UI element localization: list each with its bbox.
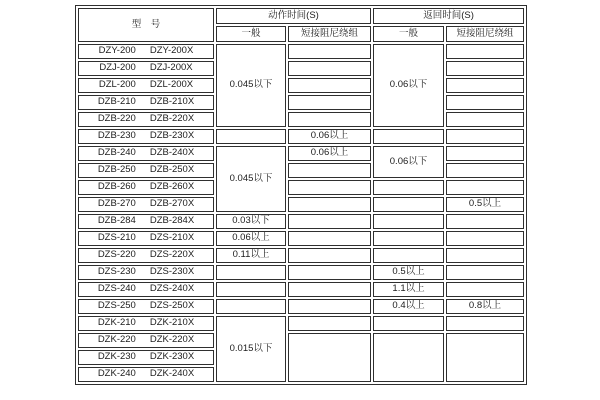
model-name: DZS-220 bbox=[97, 249, 136, 261]
value-cell-return-damping bbox=[446, 44, 524, 59]
model-name: DZK-220 bbox=[97, 334, 136, 346]
header-return-time: 返回时间(S) bbox=[373, 8, 524, 24]
model-name: DZS-250X bbox=[149, 300, 195, 312]
table-row bbox=[78, 112, 524, 127]
value-cell-return-general bbox=[373, 214, 444, 229]
table-row bbox=[78, 214, 524, 229]
table-row bbox=[78, 282, 524, 297]
value-cell-action-damping bbox=[288, 61, 371, 76]
model-cell bbox=[78, 231, 214, 246]
model-name: DZB-220 bbox=[97, 113, 136, 125]
model-cell bbox=[78, 265, 214, 280]
value-cell-action-general bbox=[216, 299, 286, 314]
model-cell bbox=[78, 197, 214, 212]
value-cell-action-general: 0.045以下 bbox=[216, 146, 286, 212]
value-cell-return-damping bbox=[446, 282, 524, 297]
model-name: DZB-240X bbox=[149, 147, 195, 159]
relay-spec-table bbox=[75, 5, 527, 385]
model-cell bbox=[78, 180, 214, 195]
model-name: DZJ-200X bbox=[149, 62, 193, 74]
value-cell-action-damping bbox=[288, 333, 371, 382]
model-cell bbox=[78, 163, 214, 178]
model-cell bbox=[78, 333, 214, 348]
model-cell bbox=[78, 282, 214, 297]
model-name: DZS-210X bbox=[149, 232, 195, 244]
model-name: DZK-210X bbox=[149, 317, 195, 329]
model-name: DZJ-200 bbox=[99, 62, 136, 74]
table-row bbox=[78, 265, 524, 280]
table-row bbox=[78, 61, 524, 76]
model-cell bbox=[78, 95, 214, 110]
model-name: DZK-240 bbox=[97, 368, 136, 380]
value-cell-action-damping bbox=[288, 231, 371, 246]
value-cell-action-damping bbox=[288, 112, 371, 127]
model-name: DZS-230 bbox=[97, 266, 136, 278]
header-row-groups bbox=[78, 8, 524, 24]
model-cell bbox=[78, 367, 214, 382]
table-row bbox=[78, 197, 524, 212]
header-return-damping: 短接阻尼绕组 bbox=[446, 26, 524, 42]
table-row bbox=[78, 231, 524, 246]
value-cell-return-general: 0.06以下 bbox=[373, 44, 444, 127]
value-cell-action-general: 0.045以下 bbox=[216, 44, 286, 127]
value-cell-return-damping bbox=[446, 95, 524, 110]
model-name: DZS-250 bbox=[97, 300, 136, 312]
value-cell-action-general: 0.015以下 bbox=[216, 316, 286, 382]
value-cell-action-general: 0.06以上 bbox=[216, 231, 286, 246]
value-cell-return-general bbox=[373, 231, 444, 246]
value-cell-return-general bbox=[373, 316, 444, 331]
value-cell-action-damping bbox=[288, 197, 371, 212]
model-name: DZL-200 bbox=[98, 79, 136, 91]
value-cell-action-damping bbox=[288, 299, 371, 314]
table-row bbox=[78, 316, 524, 331]
value-cell-return-damping bbox=[446, 112, 524, 127]
value-cell-return-general: 0.06以下 bbox=[373, 146, 444, 178]
model-name: DZY-200 bbox=[98, 45, 136, 57]
value-cell-return-general bbox=[373, 197, 444, 212]
value-cell-action-damping bbox=[288, 265, 371, 280]
value-cell-return-general: 0.5以上 bbox=[373, 265, 444, 280]
value-cell-return-damping bbox=[446, 231, 524, 246]
value-cell-action-damping bbox=[288, 180, 371, 195]
value-cell-return-general: 0.4以上 bbox=[373, 299, 444, 314]
table-row bbox=[78, 180, 524, 195]
value-cell-return-damping bbox=[446, 163, 524, 178]
model-name: DZK-230 bbox=[97, 351, 136, 363]
table-row bbox=[78, 333, 524, 348]
model-name: DZB-240 bbox=[97, 147, 136, 159]
model-name: DZS-220X bbox=[149, 249, 195, 261]
model-name: DZK-220X bbox=[149, 334, 195, 346]
table-row bbox=[78, 44, 524, 59]
table-row bbox=[78, 146, 524, 161]
model-cell bbox=[78, 61, 214, 76]
model-name: DZK-210 bbox=[97, 317, 136, 329]
model-cell bbox=[78, 316, 214, 331]
header-return-general: 一般 bbox=[373, 26, 444, 42]
value-cell-return-damping bbox=[446, 146, 524, 161]
value-cell-action-damping bbox=[288, 282, 371, 297]
model-cell bbox=[78, 112, 214, 127]
header-action-damping: 短接阻尼绕组 bbox=[288, 26, 371, 42]
model-name: DZB-260 bbox=[97, 181, 136, 193]
value-cell-action-general bbox=[216, 129, 286, 144]
header-action-general: 一般 bbox=[216, 26, 286, 42]
model-name: DZS-210 bbox=[97, 232, 136, 244]
value-cell-action-damping bbox=[288, 78, 371, 93]
model-name: DZB-210X bbox=[149, 96, 195, 108]
table-row bbox=[78, 299, 524, 314]
model-name: DZB-230 bbox=[97, 130, 136, 142]
model-name: DZB-250X bbox=[149, 164, 195, 176]
value-cell-return-damping bbox=[446, 248, 524, 263]
model-name: DZB-284X bbox=[149, 215, 195, 227]
spec-table-body bbox=[78, 44, 524, 382]
value-cell-return-damping bbox=[446, 265, 524, 280]
value-cell-action-damping bbox=[288, 163, 371, 178]
model-name: DZS-240X bbox=[149, 283, 195, 295]
spec-table-header bbox=[78, 8, 524, 42]
model-name: DZK-240X bbox=[149, 368, 195, 380]
model-name: DZB-250 bbox=[97, 164, 136, 176]
value-cell-return-general bbox=[373, 129, 444, 144]
table-row bbox=[78, 163, 524, 178]
table-row bbox=[78, 78, 524, 93]
value-cell-return-damping bbox=[446, 78, 524, 93]
model-cell bbox=[78, 350, 214, 365]
model-name: DZB-210 bbox=[97, 96, 136, 108]
value-cell-action-damping bbox=[288, 248, 371, 263]
model-name: DZB-270 bbox=[97, 198, 136, 210]
model-name: DZS-240 bbox=[97, 283, 136, 295]
value-cell-action-damping bbox=[288, 214, 371, 229]
model-cell bbox=[78, 248, 214, 263]
model-name: DZB-270X bbox=[149, 198, 195, 210]
model-name: DZB-230X bbox=[149, 130, 195, 142]
model-cell bbox=[78, 129, 214, 144]
value-cell-action-damping: 0.06以上 bbox=[288, 129, 371, 144]
model-name: DZY-200X bbox=[149, 45, 194, 57]
value-cell-return-damping bbox=[446, 333, 524, 382]
model-cell bbox=[78, 78, 214, 93]
value-cell-return-damping bbox=[446, 214, 524, 229]
value-cell-action-general bbox=[216, 282, 286, 297]
value-cell-action-damping bbox=[288, 316, 371, 331]
value-cell-return-damping bbox=[446, 61, 524, 76]
value-cell-action-damping bbox=[288, 44, 371, 59]
value-cell-return-damping: 0.8以上 bbox=[446, 299, 524, 314]
model-name: DZB-284 bbox=[97, 215, 136, 227]
table-row bbox=[78, 129, 524, 144]
table-row bbox=[78, 95, 524, 110]
value-cell-return-damping bbox=[446, 180, 524, 195]
header-action-time: 动作时间(S) bbox=[216, 8, 371, 24]
model-name: DZK-230X bbox=[149, 351, 195, 363]
value-cell-action-general: 0.03以下 bbox=[216, 214, 286, 229]
value-cell-return-general bbox=[373, 180, 444, 195]
model-cell bbox=[78, 214, 214, 229]
table-row bbox=[78, 248, 524, 263]
value-cell-return-general bbox=[373, 333, 444, 382]
value-cell-action-general bbox=[216, 265, 286, 280]
model-cell bbox=[78, 146, 214, 161]
model-name: DZL-200X bbox=[149, 79, 194, 91]
value-cell-return-damping bbox=[446, 129, 524, 144]
value-cell-return-general bbox=[373, 248, 444, 263]
model-name: DZB-260X bbox=[149, 181, 195, 193]
value-cell-action-general: 0.11以上 bbox=[216, 248, 286, 263]
value-cell-return-general: 1.1以上 bbox=[373, 282, 444, 297]
value-cell-return-damping bbox=[446, 316, 524, 331]
value-cell-return-damping: 0.5以上 bbox=[446, 197, 524, 212]
value-cell-action-damping bbox=[288, 95, 371, 110]
model-cell bbox=[78, 44, 214, 59]
model-name: DZB-220X bbox=[149, 113, 195, 125]
header-model-column: 型 号 bbox=[78, 8, 214, 42]
model-cell bbox=[78, 299, 214, 314]
model-name: DZS-230X bbox=[149, 266, 195, 278]
value-cell-action-damping: 0.06以上 bbox=[288, 146, 371, 161]
